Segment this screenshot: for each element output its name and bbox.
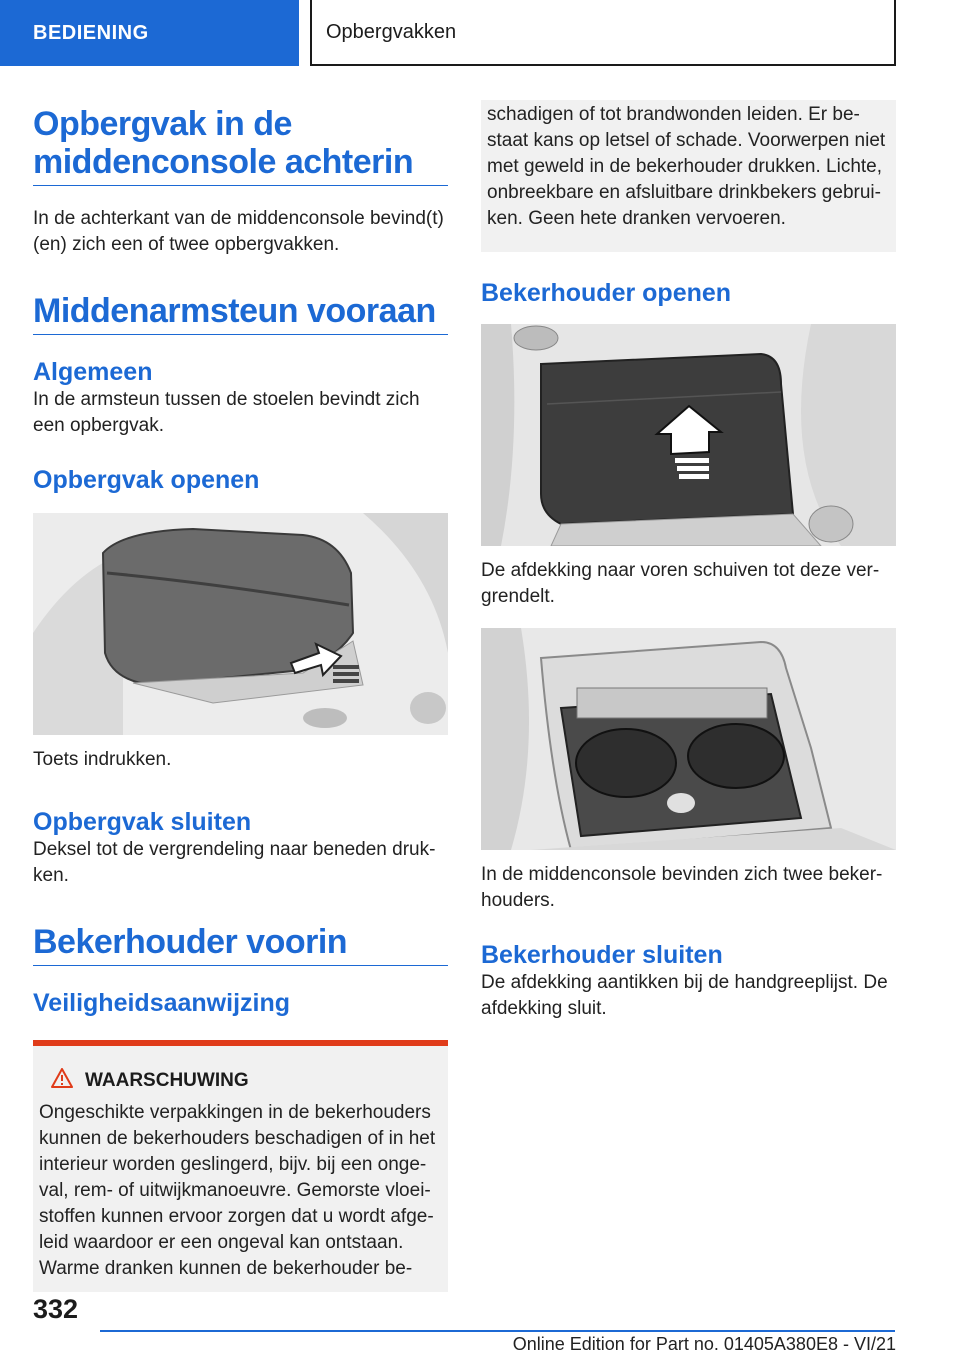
- paragraph-rear-console: In de achterkant van de middenconsole bevind(t) (en) zich een of twee opbergvakken.: [33, 208, 444, 255]
- cupholder-cover-image: [481, 324, 896, 546]
- edition-note: Online Edition for Part no. 01405A380E8 - VI/21: [512, 1334, 896, 1354]
- warning-heading: [39, 1068, 440, 1094]
- heading-safety-note: Veiligheidsaanwijzing: [33, 989, 291, 1017]
- warning-title: WAARSCHUWING: [85, 1070, 249, 1091]
- heading-armrest: Middenarmsteun vooraan: [33, 292, 448, 335]
- chapter-title: Opbergvakken: [310, 0, 896, 66]
- footer-divider: [100, 1330, 895, 1332]
- paragraph-general: In de armsteun tussen de stoelen bevindt zich een opbergvak.: [33, 389, 420, 436]
- page-footer: [0, 1290, 960, 1362]
- paragraph-cupholder-close: De afdekking aantikken bij de handgreeplijst. De afdekking sluit.: [481, 972, 888, 1019]
- cupholders-image: [481, 628, 896, 850]
- warning-triangle-icon: [51, 1068, 73, 1094]
- right-column: [481, 100, 896, 1022]
- left-column: [33, 100, 448, 1292]
- heading-cupholder-front: Bekerhouder voorin: [33, 923, 448, 966]
- warning-box: [33, 1046, 448, 1292]
- cupholders-illustration: [481, 628, 896, 850]
- heading-cupholder-open: Bekerhouder openen: [481, 279, 732, 307]
- armrest-illustration: [33, 513, 448, 735]
- paragraph-close-compartment: Deksel tot de vergrendeling naar beneden druk-ken.: [33, 839, 436, 886]
- paragraph-press-button: Toets indrukken.: [33, 749, 172, 770]
- heading-rear-console: Opbergvak in de middenconsole achterin: [33, 105, 448, 186]
- armrest-image: [33, 513, 448, 735]
- cupholder-cover-illustration: [481, 324, 896, 546]
- paragraph-two-cupholders: In de middenconsole bevinden zich twee beker-houders.: [481, 864, 883, 911]
- heading-general: Algemeen: [33, 358, 153, 386]
- heading-open-compartment: Opbergvak openen: [33, 466, 260, 494]
- page-number: 332: [33, 1294, 79, 1324]
- heading-close-compartment: Opbergvak sluiten: [33, 808, 252, 836]
- page-header: [0, 0, 960, 66]
- heading-cupholder-close: Bekerhouder sluiten: [481, 941, 723, 969]
- warning-continuation-box: [481, 100, 896, 252]
- warning-text: Ongeschikte verpakkingen in de bekerhouders kunnen de bekerhouders beschadigen of in het interieur worden geslingerd, bijv. bij een onge-val, rem- of uitwijkmanoeuvre. Gemorste vloei-stoffen kunnen ervoor zorgen dat u wordt afge-leid waardoor er een ongeval kan ontstaan. Warme dranken kunnen de bekerhouder be-: [39, 1102, 436, 1279]
- paragraph-slide-cover: De afdekking naar voren schuiven tot deze ver-grendelt.: [481, 560, 880, 607]
- section-tab: BEDIENING: [0, 0, 299, 66]
- warning-continuation-text: schadigen of tot brandwonden leiden. Er be-staat kans op letsel of schade. Voorwerpen niet met geweld in de bekerhouder drukken. Lichte, onbreekbare en afsluitbare drinkbekers gebrui-ken. Geen hete dranken vervoeren.: [487, 104, 886, 229]
